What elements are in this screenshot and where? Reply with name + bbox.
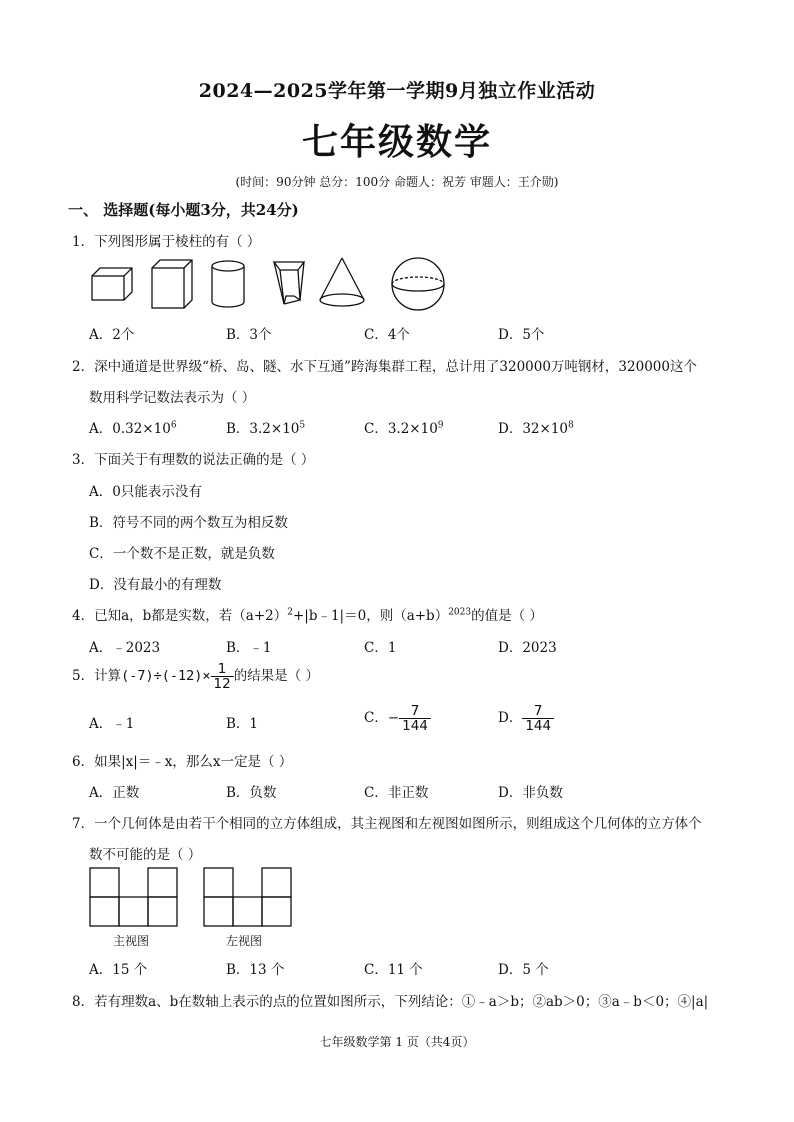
q3-option-a[interactable]: A．0只能表示没有: [89, 484, 202, 500]
question-1-stem: 1．下列图形属于棱柱的有（ ）: [72, 234, 261, 250]
sphere-shape: [392, 258, 444, 310]
q4-option-b[interactable]: B．﹣1: [226, 640, 272, 656]
q2-option-b[interactable]: B．$3.2\times 10^5$: [226, 420, 306, 437]
q7-front-view-label: 主视图: [113, 934, 150, 948]
q1-option-d[interactable]: D．5个: [498, 327, 545, 343]
cylinder-shape: [212, 261, 244, 307]
exam-info: (时间：90分钟 总分：100分 命题人：祝芳 审题人：王介勋): [235, 175, 559, 189]
question-8-stem: 8．若有理数a、b在数轴上表示的点的位置如图所示，下列结论：①﹣a＞b；②ab＞0；③a﹣b＜0；④|a|: [72, 994, 709, 1010]
q7-option-c[interactable]: C．11 个: [364, 962, 423, 978]
section-heading: 一、 选择题(每小题3分，共24分): [68, 201, 299, 219]
q7-left-view: [204, 868, 294, 928]
q6-option-c[interactable]: C．非正数: [364, 785, 429, 801]
question-5-stem: 5．计算(-7)÷(-12)× $\frac{1}{12}$ 的结果是（ ）: [72, 661, 319, 693]
q5-option-d[interactable]: D． $\frac{7}{144}$: [498, 704, 554, 733]
exam-title: 七年级数学: [301, 122, 492, 163]
question-2-stem-line1: 2．深中通道是世界级“桥、岛、隧、水下互通”跨海集群工程，总计用了320000万吨钢材，320000这个: [72, 359, 697, 375]
q1-option-a[interactable]: A．2个: [89, 327, 135, 343]
cuboid-shape: [92, 268, 132, 300]
frustum-shape: [274, 262, 304, 304]
q2-option-c[interactable]: C．$3.2\times 10^9$: [364, 420, 444, 437]
page-footer: 七年级数学第 1 页（共4页）: [319, 1035, 475, 1049]
q1-shapes: [88, 254, 458, 314]
question-2-stem-line2: 数用科学记数法表示为（ ）: [89, 390, 256, 406]
q5-option-a[interactable]: A．﹣1: [89, 716, 135, 732]
q3-option-c[interactable]: C．一个数不是正数，就是负数: [89, 546, 275, 562]
question-7-stem-line2: 数不可能的是（ ）: [89, 847, 202, 863]
q2-option-d[interactable]: D．$32\times 10^8$: [498, 420, 574, 437]
exam-subtitle: 2024—2025学年第一学期9月独立作业活动: [198, 80, 596, 102]
q6-option-a[interactable]: A．正数: [89, 785, 140, 801]
q1-option-c[interactable]: C．4个: [364, 327, 410, 343]
q1-option-b[interactable]: B．3个: [226, 327, 272, 343]
q4-option-c[interactable]: C．1: [364, 640, 397, 656]
q5-expression: (-7)÷(-12)×: [121, 668, 211, 685]
q7-option-a[interactable]: A．15 个: [89, 962, 148, 978]
q7-front-view: [90, 868, 180, 928]
question-4-stem: 4．已知a，b都是实数，若$(a+2)^2+|b﹣1|=0$，则$(a+b)^{2023}$的值是（ ）: [72, 607, 543, 624]
q4-option-a[interactable]: A．﹣2023: [89, 640, 161, 656]
q4-option-d[interactable]: D．2023: [498, 640, 557, 656]
q2-option-a[interactable]: A．$0.32\times 10^6$: [89, 420, 177, 437]
question-6-stem: 6．如果|x|＝﹣x，那么x一定是（ ）: [72, 754, 293, 770]
q7-option-d[interactable]: D．5 个: [498, 962, 549, 978]
cube-shape: [152, 260, 192, 308]
q5-option-b[interactable]: B．1: [226, 716, 259, 732]
question-3-stem: 3．下面关于有理数的说法正确的是（ ）: [72, 452, 315, 468]
q6-option-d[interactable]: D．非负数: [498, 785, 563, 801]
q3-option-b[interactable]: B．符号不同的两个数互为相反数: [89, 515, 288, 531]
q7-left-view-label: 左视图: [226, 934, 263, 948]
question-7-stem-line1: 7．一个几何体是由若干个相同的立方体组成，其主视图和左视图如图所示，则组成这个几何体的立方体个: [72, 816, 702, 832]
q5-fraction: $\frac{1}{12}$: [211, 662, 234, 691]
q5-option-c[interactable]: C．− $\frac{7}{144}$: [364, 704, 431, 733]
q3-option-d[interactable]: D．没有最小的有理数: [89, 577, 222, 593]
q7-option-b[interactable]: B．13 个: [226, 962, 285, 978]
q6-option-b[interactable]: B．负数: [226, 785, 277, 801]
cone-shape: [320, 258, 364, 306]
